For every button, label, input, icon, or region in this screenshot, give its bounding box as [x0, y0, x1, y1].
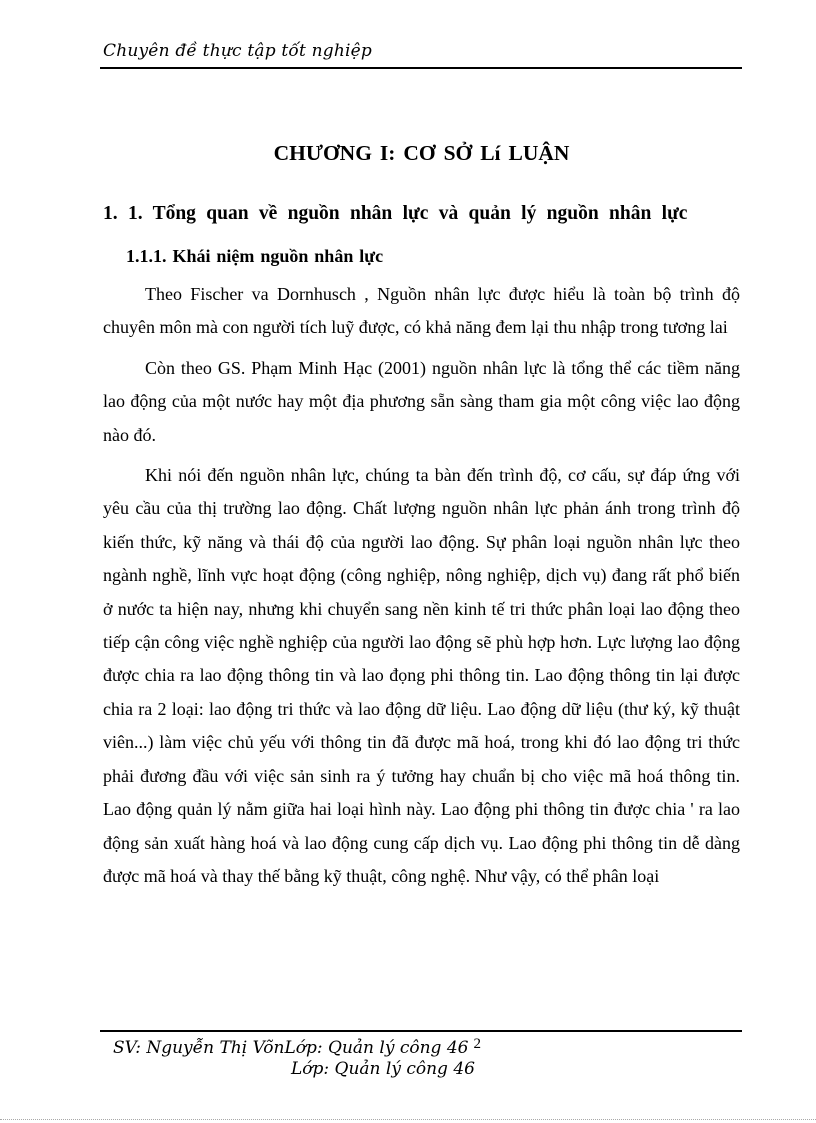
footer-rule — [100, 1030, 742, 1032]
footer-class-label: Lớp: Quản lý công 46 — [284, 1038, 469, 1058]
chapter-title: CHƯƠNG I: CƠ SỞ Lí LUẬN — [273, 141, 570, 165]
page-header-title: Chuyên đề thực tập tốt nghiệp — [103, 41, 373, 61]
subsection-heading: 1.1.1. Khái niệm nguồn nhân lực — [126, 246, 384, 266]
header-rule — [100, 67, 742, 69]
paragraph-classification: Khi nói đến nguồn nhân lực, chúng ta bàn đến trình độ, cơ cấu, sự đáp ứng với yêu cầu của thị trường lao động. Chất lượng nguồn nhân lực phản ánh trong trình độ kiến thức, kỹ năng và thái độ của người lao động. Sự phân loại nguồn nhân lực theo ngành nghề, lĩnh vực hoạt động (công nghiệp, nông nghiệp, dịch vụ) đang rất phổ biến ở nước ta hiện nay, nhưng khi chuyển sang nền kinh tế tri thức phân loại lao động theo tiếp cận công việc nghề nghiệp của người lao động sẽ phù hợp hơn. Lực lượng lao động được chia ra lao động thông tin và lao đọng phi thông tin. Lao động thông tin lại được chia ra 2 loại: lao động tri thức và lao động dữ liệu. Lao động dữ liệu (thư ký, kỹ thuật viên...) làm việc chủ yếu với thông tin đã được mã hoá, trong khi đó lao động tri thức phải đương đầu với việc sản sinh ra ý tưởng hay chuẩn bị cho việc mã hoá thông tin. Lao động quản lý nằm giữa hai loại hình này. Lao động phi thông tin được chia ' ra lao động sản xuất hàng hoá và lao động cung cấp dịch vụ. Lao động phi thông tin dễ dàng được mã hoá và thay thế bằng kỹ thuật, công nghệ. Như vậy, có thể phân loại — [103, 465, 740, 886]
page-number: 2 — [473, 1036, 481, 1052]
paragraph-definition-fischer: Theo Fischer va Dornhusch , Nguồn nhân lực được hiểu là toàn bộ trình độ chuyên môn mà con người tích luỹ được, có khả năng đem lại thu nhập trong tương lai — [103, 284, 740, 338]
body-text — [103, 278, 740, 900]
section-heading: 1. 1. Tổng quan về nguồn nhân lực và quản lý nguồn nhân lực — [103, 203, 688, 224]
footer-student-name: SV: Nguyễn Thị Võn — [113, 1038, 285, 1058]
footer-line-2: Lớp: Quản lý công 46 — [291, 1059, 475, 1079]
paragraph-definition-pham-minh-hac: Còn theo GS. Phạm Minh Hạc (2001) nguồn nhân lực là tổng thể các tiềm năng lao động của một nước hay một địa phương sẵn sàng tham gia một công việc lao động nào đó. — [103, 357, 740, 445]
footer-line-1 — [113, 1036, 481, 1058]
page-break-separator — [0, 1119, 816, 1120]
